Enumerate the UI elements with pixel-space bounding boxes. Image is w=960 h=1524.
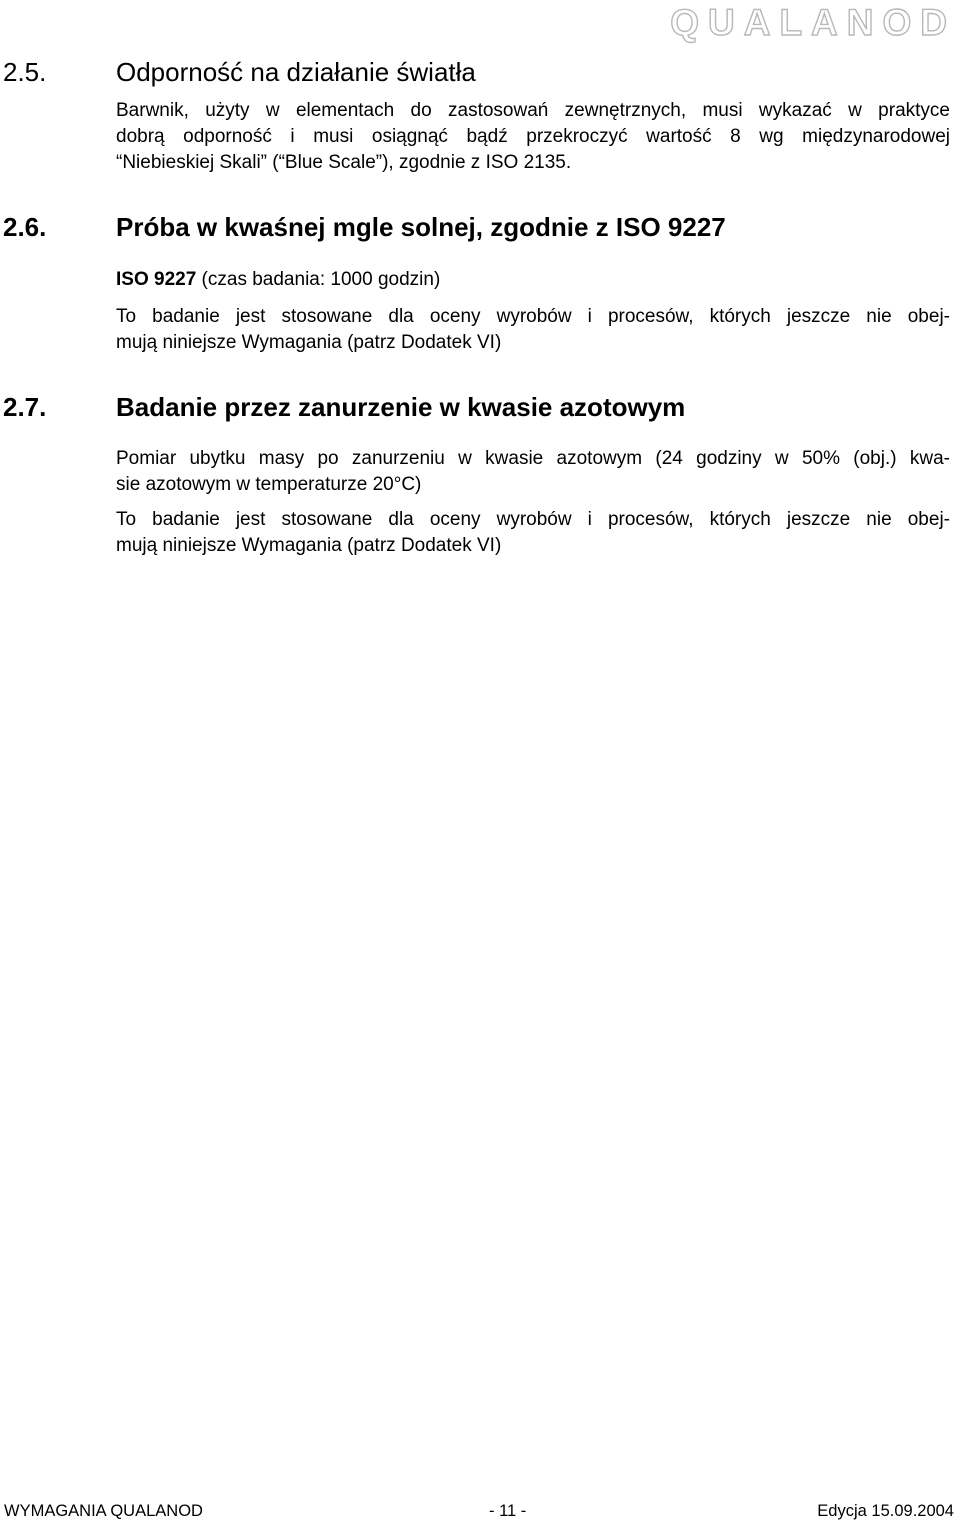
section-number: 2.5. (3, 57, 47, 87)
section-title: Badanie przez zanurzenie w kwasie azotowym (116, 392, 686, 422)
text-line: Barwnik, użyty w elementach do zastosowań zewnętrznych, musi wykazać w praktyce (116, 100, 950, 121)
text-line: sie azotowym w temperaturze 20°C) (116, 474, 422, 495)
page-number: - 11 - (489, 1502, 527, 1520)
section-title: Odporność na działanie światła (116, 57, 476, 87)
section-number: 2.6. (3, 212, 47, 242)
text-line: Pomiar ubytku masy po zanurzeniu w kwasie azotowym (24 godziny w 50% (obj.) kwa- (116, 448, 950, 469)
subhead-bold: ISO 9227 (116, 269, 197, 290)
text-line: mują niniejsze Wymagania (patrz Dodatek VI) (116, 332, 502, 353)
subhead-rest: (czas badania: 1000 godzin) (196, 269, 441, 290)
text-line: “Niebieskiej Skali” (“Blue Scale”), zgodnie z ISO 2135. (116, 152, 572, 173)
section-body-2-7-a (116, 446, 950, 498)
text-line: mują niniejsze Wymagania (patrz Dodatek VI) (116, 535, 502, 556)
section-body-2-5 (116, 98, 950, 176)
page-footer (4, 1500, 954, 1524)
subhead-line (116, 267, 950, 293)
text-line: To badanie jest stosowane dla oceny wyrobów i procesów, których jeszcze nie obej- (116, 306, 950, 327)
section-body-2-7-b (116, 507, 950, 559)
section-title: Próba w kwaśnej mgle solnej, zgodnie z ISO 9227 (116, 212, 726, 242)
section-number: 2.7. (3, 392, 47, 422)
footer-title: WYMAGANIA QUALANOD (4, 1502, 203, 1520)
section-subhead-2-6 (116, 267, 950, 293)
section-body-2-6 (116, 304, 950, 356)
qualanod-logo: QUALANOD (670, 2, 956, 43)
footer-edition: Edycja 15.09.2004 (817, 1502, 954, 1520)
text-line: To badanie jest stosowane dla oceny wyrobów i procesów, których jeszcze nie obej- (116, 509, 950, 530)
text-line: dobrą odporność i musi osiągnąć bądź przekroczyć wartość 8 wg międzynarodowej (116, 126, 950, 147)
